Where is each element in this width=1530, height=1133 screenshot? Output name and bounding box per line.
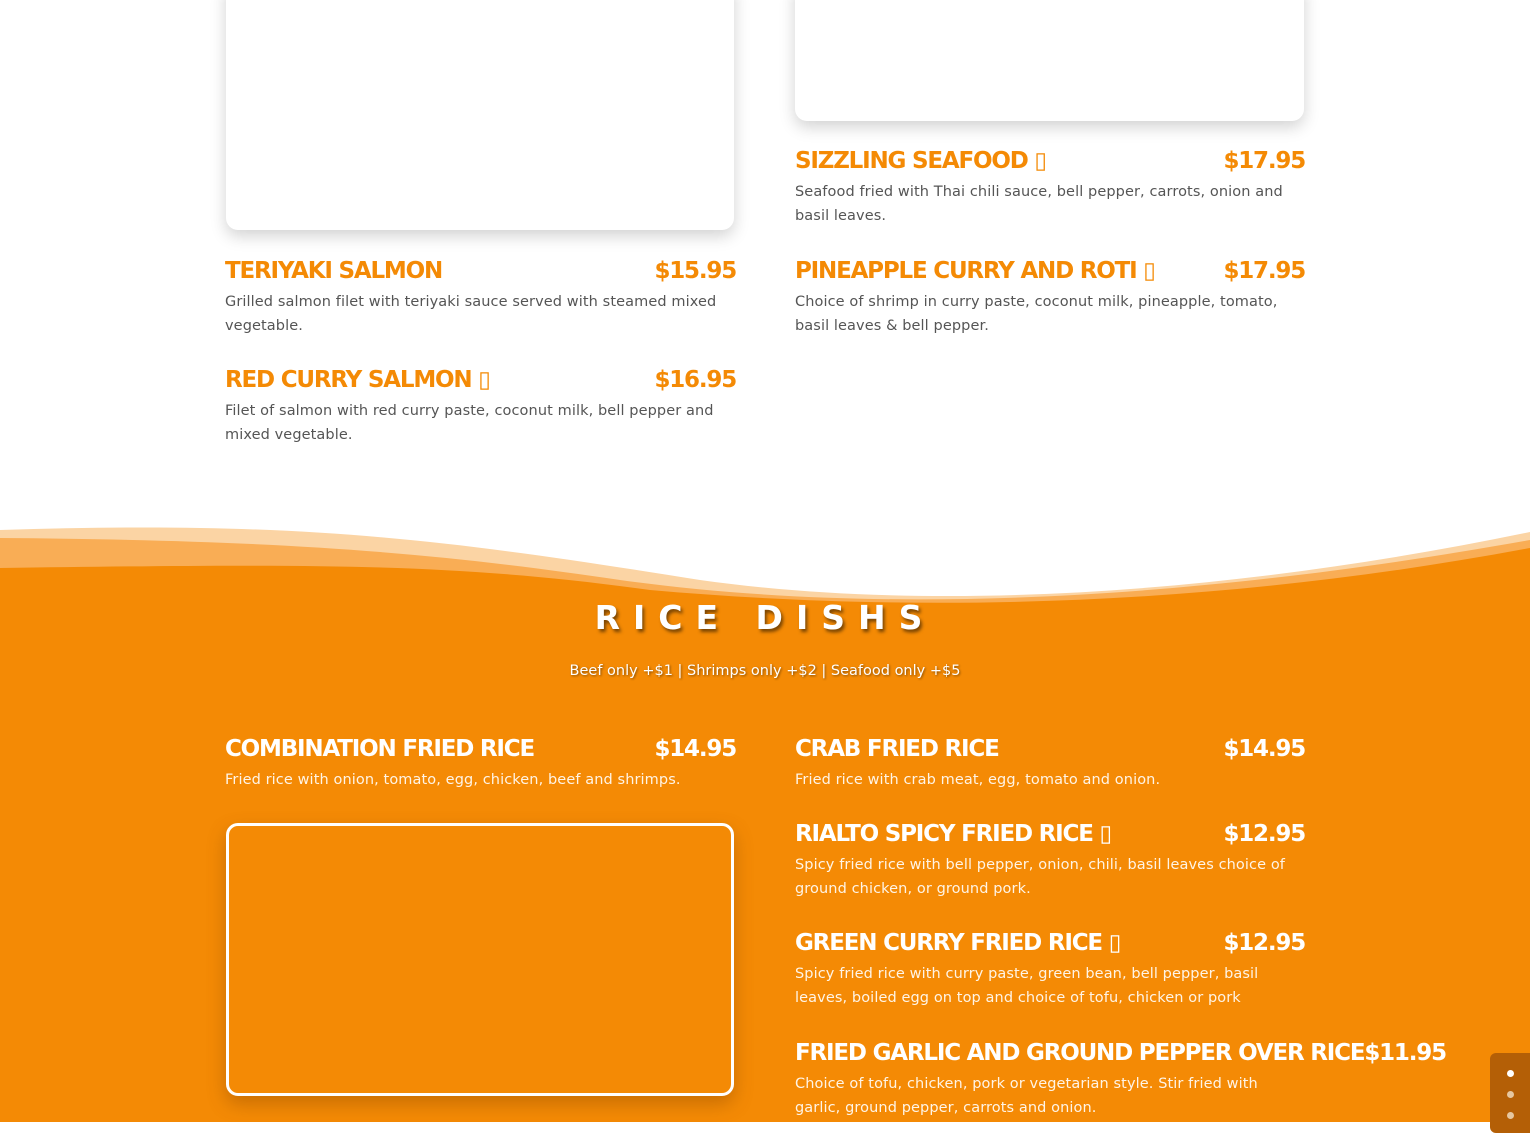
menu-item	[225, 256, 736, 338]
sizzling-seafood-image-card	[795, 0, 1304, 121]
item-price: $14.95	[654, 736, 736, 762]
item-name: PINEAPPLE CURRY AND ROTI ▯	[795, 258, 1155, 284]
menu-item	[795, 1038, 1446, 1120]
rice-dish-image-card	[226, 823, 734, 1096]
item-description: Spicy fried rice with curry paste, green bean, bell pepper, basil leaves, boiled egg on top and choice of tofu, chicken or pork	[795, 966, 1259, 1006]
menu-item	[795, 928, 1305, 1010]
item-price: $15.95	[654, 258, 736, 284]
item-description: Spicy fried rice with bell pepper, onion, chili, basil leaves choice of ground chicken, or ground pork.	[795, 857, 1286, 897]
item-name: RIALTO SPICY FRIED RICE ▯	[795, 821, 1111, 847]
item-description: Grilled salmon filet with teriyaki sauce served with steamed mixed vegetable.	[225, 294, 717, 334]
item-price: $17.95	[1223, 148, 1305, 174]
item-description: Seafood fried with Thai chili sauce, bell pepper, carrots, onion and basil leaves.	[795, 184, 1283, 224]
item-name: RED CURRY SALMON ▯	[225, 367, 490, 393]
item-description: Fried rice with onion, tomato, egg, chicken, beef and shrimps.	[225, 772, 681, 788]
item-description: Fried rice with crab meat, egg, tomato and onion.	[795, 772, 1161, 788]
item-price: $12.95	[1223, 930, 1305, 956]
item-price: $14.95	[1223, 736, 1305, 762]
item-name: CRAB FRIED RICE	[795, 736, 999, 762]
item-price: $11.95	[1364, 1040, 1446, 1066]
item-name: TERIYAKI SALMON	[225, 258, 443, 284]
item-description: Choice of shrimp in curry paste, coconut milk, pineapple, tomato, basil leaves & bell pepper.	[795, 294, 1278, 334]
item-name: COMBINATION FRIED RICE	[225, 736, 534, 762]
item-price: $17.95	[1223, 258, 1305, 284]
item-name: FRIED GARLIC AND GROUND PEPPER OVER RICE	[795, 1040, 1365, 1066]
menu-item	[795, 819, 1305, 901]
menu-item	[795, 734, 1305, 792]
nav-dot-1[interactable]	[1507, 1070, 1514, 1077]
nav-dot-3[interactable]	[1507, 1112, 1514, 1119]
item-name: GREEN CURRY FRIED RICE ▯	[795, 930, 1121, 956]
item-description: Choice of tofu, chicken, pork or vegetarian style. Stir fried with garlic, ground pepper, carrots and onion.	[795, 1076, 1258, 1116]
menu-item	[225, 734, 736, 792]
menu-item	[795, 146, 1305, 228]
section-dot-navigation	[1490, 1053, 1530, 1133]
item-price: $12.95	[1223, 821, 1305, 847]
item-description: Filet of salmon with red curry paste, coconut milk, bell pepper and mixed vegetable.	[225, 403, 714, 443]
nav-dot-2[interactable]	[1507, 1091, 1514, 1098]
item-price: $16.95	[654, 367, 736, 393]
menu-item	[225, 365, 736, 447]
section-title: RICE DISHS	[594, 598, 936, 637]
section-subtitle: Beef only +$1 | Shrimps only +$2 | Seafood only +$5	[569, 663, 961, 679]
menu-item	[795, 256, 1305, 338]
item-name: SIZZLING SEAFOOD ▯	[795, 148, 1046, 174]
teriyaki-salmon-image-card	[226, 0, 734, 230]
